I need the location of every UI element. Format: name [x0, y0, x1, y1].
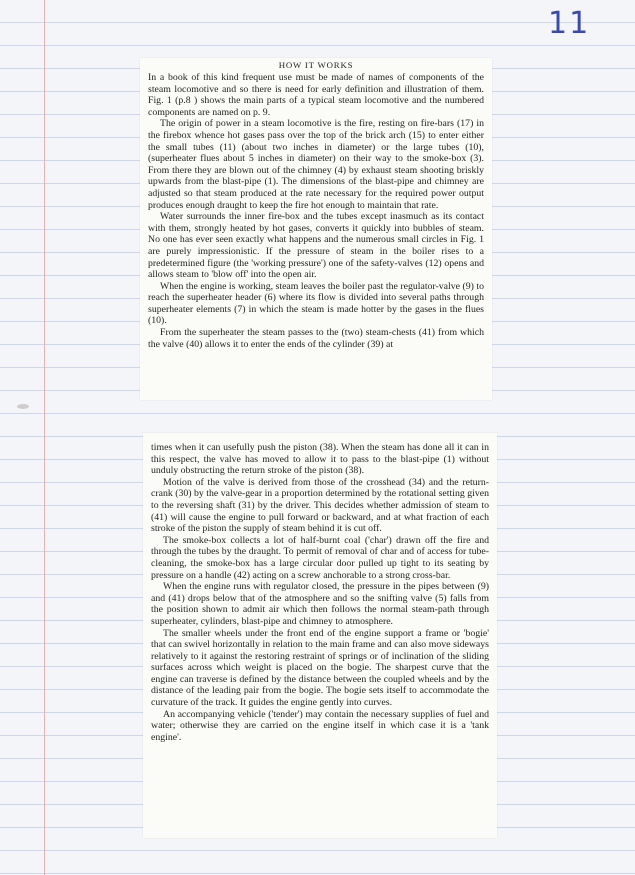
notebook-margin-line: [44, 0, 45, 875]
paragraph: From the superheater the steam passes to the (two) steam-chests (41) from which the valve (40) allows it to enter the ends of the cylinder (39) at: [148, 327, 484, 350]
clipping-bottom-text: [151, 442, 489, 743]
paragraph: When the engine runs with regulator closed, the pressure in the pipes between (9) and (41) drops below that of the atmosphere and so the snifting valve (5) falls from the position shown to admit air which then follows the normal steam-path through superheater, cylinders, blast-pipe and chimney to atmosphere.: [151, 581, 489, 627]
clipping-top: [140, 58, 492, 400]
paragraph: Motion of the valve is derived from those of the crosshead (34) and the return-crank (30) by the valve-gear in a proportion determined by the rotational setting given to the reversing shaft (31) by the driver. This decides whether admission of steam to (41) will cause the engine to pull forward or backward, and at what fraction of each stroke of the piston the supply of steam behind it is cut off.: [151, 476, 489, 535]
paragraph: times when it can usefully push the piston (38). When the steam has done all it can in this respect, the valve has moved to allow it to pass to the blast-pipe (1) without unduly obstructing the return stroke of the piston (38).: [151, 442, 489, 477]
handwritten-page-number: 11: [548, 6, 591, 41]
section-heading: HOW IT WORKS: [278, 60, 354, 70]
paragraph: The smaller wheels under the front end of the engine support a frame or 'bogie' that can swivel horizontally in relation to the main frame and can also move sideways relatively to it against the restoring restraint of springs or of inclination of the sliding surfaces across which weight is placed on the bogie. The sharpest curve that the engine can traverse is defined by the distance between the coupled wheels and by the distance of the leading pair from the bogie. The bogie sets itself to accommodate the curvature of the track. It guides the engine gently into curves.: [151, 627, 489, 709]
paragraph: The smoke-box collects a lot of half-burnt coal ('char') drawn off the fire and through the tubes by the draught. To permit of removal of char and of access for tube-cleaning, the smoke-box has a large circular door pulled up tight to its seating by pressure on a handle (42) acting on a screw anchorable to a strong cross-bar.: [151, 534, 489, 581]
clipping-top-text: [148, 72, 484, 350]
paragraph: Water surrounds the inner fire-box and the tubes except inasmuch as its contact with them, strongly heated by hot gases, converts it quickly into bubbles of steam. No one has ever seen exactly what happens and the numerous small circles in Fig. 1 are purely impressionistic. If the pressure of steam in the boiler rises to a predetermined figure (the 'working pressure') one of the safety-valves (12) opens and allows steam to 'blow off' into the open air.: [148, 211, 484, 281]
paragraph: In a book of this kind frequent use must be made of names of components of the steam locomotive and so there is need for early definition and illustration of them. Fig. 1 (p.8 ) shows the main parts of a typical steam locomotive and the numbered components are named on p. 9.: [148, 72, 484, 118]
paragraph: When the engine is working, steam leaves the boiler past the regulator-valve (9) to reach the superheater header (6) where its flow is divided into several paths through superheater elements (7) in which the steam is made hotter by the gases in the flues (10).: [148, 280, 484, 327]
paragraph: The origin of power in a steam locomotive is the fire, resting on fire-bars (17) in the firebox whence hot gases pass over the top of the brick arch (15) to enter either the small tubes (11) (about two inches in diameter) or the large tubes (10), (superheater flues about 5 inches in diameter) on their way to the smoke-box (3). From there they are blown out of the chimney (4) by exhaust steam shooting briskly upwards from the blast-pipe (1). The dimensions of the blast-pipe and chimney are adjusted so that steam produced at the rate necessary for the required power output produces enough draught to keep the fire hot enough to maintain that rate.: [148, 118, 484, 211]
paragraph: An accompanying vehicle ('tender') may contain the necessary supplies of fuel and water; otherwise they are carried on the engine itself in which case it is a 'tank engine'.: [151, 708, 489, 743]
clipping-bottom: [143, 433, 497, 838]
ink-smudge: [17, 404, 29, 409]
